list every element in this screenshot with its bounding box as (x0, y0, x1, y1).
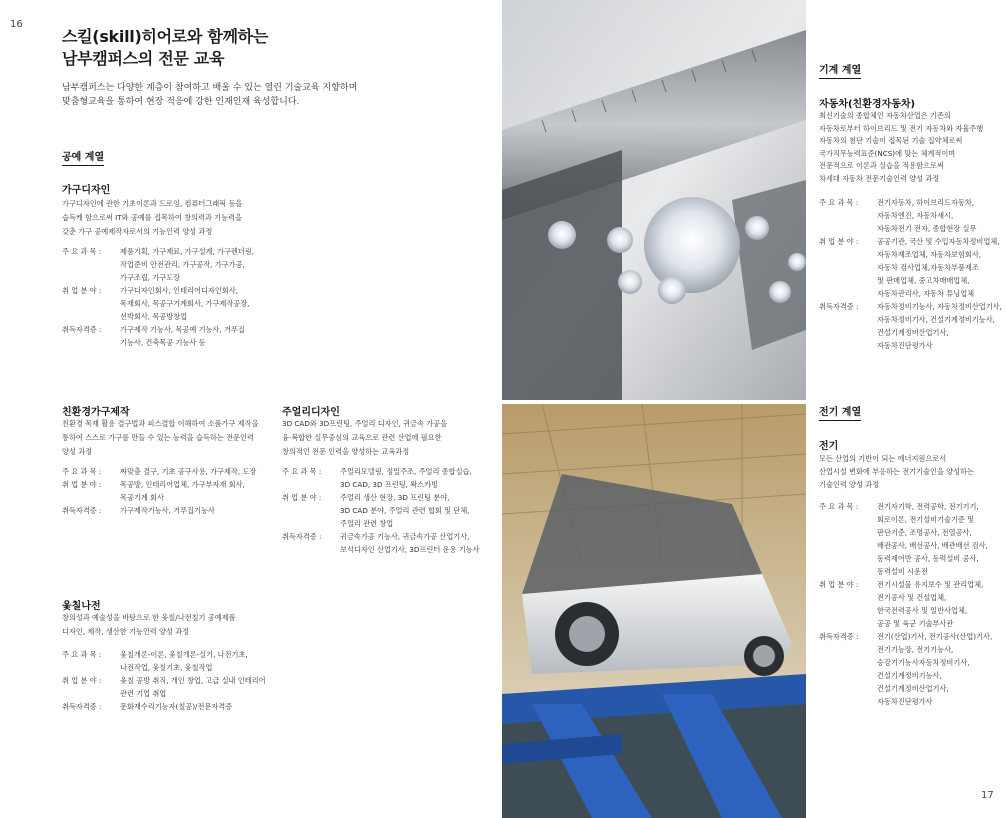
jobs-value: 한국전력공사 및 일반사업체, (877, 606, 968, 615)
calipers-diamonds-photo (502, 0, 806, 400)
subjects-label: 주 요 과 목 : (62, 467, 102, 476)
jobs-value: 목재회사, 목공구기계회사, 가구제작공장, (120, 299, 250, 308)
subjects-value: 동력제어반 공사, 동력설비 공사, (877, 554, 979, 563)
certs-value: 전기(산업)기사, 전기공사(산업)기사, (877, 632, 993, 641)
jobs-label: 취 업 분 야 : (819, 580, 859, 589)
jobs-label: 취 업 분 야 : (62, 480, 102, 489)
jobs-value: 주얼리 관련 창업 (340, 519, 394, 528)
subjects-value: 자동차전기 전자, 종합현장 실무 (877, 224, 977, 233)
car-repair-garage-photo (502, 404, 806, 818)
jobs-value: 전기시설물 유지보수 및 관리업체, (877, 580, 984, 589)
desc-line: 최신기술의 종합체인 자동차산업은 기존의 (819, 111, 951, 120)
jobs-value: 3D CAD 분야, 주얼리 관련 협회 및 단체, (340, 506, 470, 515)
desc-line: 자동차로부터 하이브리드 및 전기 자동차와 자율주행 (819, 123, 984, 133)
desc-line: 자동차의 첨단 기술이 접목된 기술 집약체로써 (819, 136, 963, 145)
jobs-value: 선박회사, 목공방창업 (120, 312, 188, 321)
certs-label: 취득자격증 : (282, 532, 322, 541)
certs-value: 귀금속가공 기능사, 귀금속가공 산업기사, (340, 532, 470, 541)
category-electric-heading: 전기 계열 (819, 403, 861, 421)
jobs-value: 목공기계 회사 (120, 493, 164, 502)
subjects-value: 자동차엔진, 자동차섀시, (877, 211, 954, 220)
desc-line: 습득케 함으로써 IT와 공예를 접목하여 창의력과 기능력을 (62, 213, 242, 222)
intro-line1: 남부캠퍼스는 다양한 계층이 참여하고 배울 수 있는 열린 기술교육 지향하며 (62, 83, 358, 93)
desc-line: 통하여 스스로 가구를 만들 수 있는 능력을 습득하는 전문인력 (62, 433, 254, 442)
eco-furniture-details (62, 465, 256, 517)
subjects-value: 짜맞춤 결구, 기초 공구사용, 가구제작, 도장 (120, 467, 257, 476)
lacquer-title: 옻칠나전 (62, 601, 101, 612)
certs-value: 자동차정비기사, 건설기계정비기능사, (877, 315, 995, 324)
certs-label: 취득자격증 : (62, 506, 102, 515)
jobs-label: 취 업 분 야 : (62, 286, 102, 295)
jewelry-design-title: 주얼리디자인 (282, 407, 340, 418)
certs-value: 보석디자인 산업기사, 3D프린터 운용 기능사 (340, 545, 480, 554)
subjects-value: 배관공사, 배선공사, 배관배선 검사, (877, 541, 988, 550)
subjects-value: 작업준비 안전관리, 가구공작, 가구가공, (120, 260, 245, 269)
subjects-value: 동력설비 시운전 (877, 567, 928, 576)
subjects-label: 주 요 과 목 : (819, 198, 859, 207)
desc-line: 친환경 목재 활용 결구법과 피스결합 이해하여 소품가구 제작을 (62, 419, 259, 428)
subjects-label: 주 요 과 목 : (282, 467, 322, 476)
certs-value: 자동차진단평가사 (877, 341, 933, 350)
page-number-right: 17 (981, 790, 994, 801)
eco-furniture-desc (62, 417, 259, 459)
electric-desc (819, 452, 974, 491)
subjects-value: 전기자기학, 전력공학, 전기기기, (877, 502, 979, 511)
subjects-value: 옻칠개론-이론, 옻칠개론-실기, 나전기초, (120, 650, 248, 659)
jobs-value: 옻칠 공방 취직, 개인 창업, 고급 실내 인테리어 (120, 676, 266, 685)
desc-line: 모든 산업의 기반이 되는 에너지원으로서 (819, 454, 947, 463)
jobs-value: 자동차제조업체, 자동차보험회사, (877, 250, 982, 259)
category-craft-heading: 공예 계열 (62, 148, 104, 166)
furniture-design-desc (62, 197, 242, 239)
electric-title: 전기 (819, 441, 839, 452)
certs-label: 취득자격증 : (819, 302, 859, 311)
subjects-label: 주 요 과 목 : (62, 650, 102, 659)
jewelry-design-details (282, 465, 480, 556)
certs-label: 취득자격증 : (62, 702, 102, 711)
furniture-design-details (62, 245, 254, 349)
certs-value: 기능사, 건축목공 기능사 등 (120, 338, 206, 347)
page-title-line1: 스킬(skill)히어로와 함께하는 (62, 27, 268, 46)
eco-furniture-title: 친환경가구제작 (62, 407, 130, 418)
desc-line: 산업시설 변화에 부응하는 전기기술인을 양성하는 (819, 467, 974, 476)
jobs-value: 가구디자인회사, 인테리어디자인회사, (120, 286, 238, 295)
jobs-value: 전기공사 및 건설업체, (877, 593, 947, 602)
jobs-value: 및 판매업체, 중고차매매업체, (877, 276, 970, 285)
auto-details (819, 196, 1002, 352)
subjects-value: 3D CAD, 3D 프린팅, 왁스카빙 (340, 480, 438, 489)
subjects-label: 주 요 과 목 : (819, 502, 859, 511)
desc-line: 가구디자인에 관한 기초이론과 드로잉, 컴퓨터그래픽 등을 (62, 199, 243, 208)
subjects-value: 제품기획, 가구제료, 가구설계, 가구렌더링, (120, 247, 255, 256)
certs-value: 전기기능장, 전기기능사, (877, 645, 954, 654)
jobs-value: 관련 기업 취업 (120, 689, 167, 698)
jobs-value: 공공기관, 국산 및 수입자동차정비업체, (877, 237, 1000, 246)
certs-value: 문화재수리기능자(칠공)/전문자격증 (120, 702, 233, 711)
certs-value: 자동차진단평가사 (877, 697, 933, 706)
desc-line: 국가직무능력표준(NCS)에 맞는 체계적이며 (819, 148, 956, 158)
certs-value: 가구제작기능사, 거푸집기능사 (120, 506, 215, 515)
jobs-label: 취 업 분 야 : (282, 493, 322, 502)
subjects-value: 판단기준, 조명공사, 전열공사, (877, 528, 972, 537)
page-title-line2: 남부캠퍼스의 전문 교육 (62, 49, 225, 68)
certs-value: 자동차정비기능사, 자동차정비산업기사, (877, 302, 1002, 311)
certs-label: 취득자격증 : (819, 632, 859, 641)
jewelry-design-desc (282, 417, 447, 459)
certs-value: 건설기계정비기능사, (877, 671, 942, 680)
jobs-value: 공공 및 육군 기술부사관 (877, 619, 954, 628)
jobs-label: 취 업 분 야 : (62, 676, 102, 685)
desc-line: 전문적으로 이론과 실습을 적용함으로써 (819, 161, 944, 170)
certs-value: 건설기계정비산업기사, (877, 684, 949, 693)
subjects-value: 주얼리모델링, 정밀주조, 주얼리 종합실습, (340, 467, 472, 476)
subjects-value: 나전작업, 옻칠기초, 옻칠작업 (120, 663, 213, 672)
desc-line: 창의적인 전문 인력을 양성하는 교육과정 (282, 447, 410, 456)
desc-line: 3D CAD와 3D프린팅, 주얼리 디자인, 귀금속 가공을 (282, 419, 448, 428)
subjects-value: 전기자동차, 하이브리드자동차, (877, 198, 975, 207)
subjects-value: 회로이론, 전기설비기술기준 및 (877, 515, 975, 524)
desc-line: 차세대 자동차 전문기술인력 양성 과정 (819, 173, 940, 183)
jobs-value: 자동차관리사, 자동차 튜닝업체 (877, 289, 975, 298)
auto-title: 자동차(친환경자동차) (819, 99, 916, 110)
intro-line2: 맞춤형교육을 통하여 현장 적응에 강한 인재인재 육성합니다. (62, 97, 300, 107)
jobs-value: 목공방, 인테리어업체, 가구부자재 회사, (120, 480, 245, 489)
page-number-left: 16 (10, 19, 23, 30)
subjects-label: 주 요 과 목 : (62, 247, 102, 256)
desc-line: 양성 과정 (62, 447, 93, 456)
desc-line: 기술인력 양성 과정 (819, 480, 880, 489)
desc-line: 창의성과 예술성을 바탕으로 한 옻칠/나전칠기 공예제품 (62, 613, 236, 622)
furniture-design-title: 가구디자인 (62, 185, 111, 196)
jobs-value: 자동차 검사업체,자동차부품제조 (877, 263, 979, 272)
desc-line: 융·복합한 실무중심의 교육으로 관련 산업에 필요한 (282, 433, 442, 442)
auto-desc (819, 110, 983, 185)
certs-value: 건설기계정비산업기사, (877, 328, 949, 337)
subjects-value: 가구조립, 가구도장 (120, 273, 181, 282)
electric-details (819, 500, 992, 708)
certs-label: 취득자격증 : (62, 325, 102, 334)
jobs-value: 주얼리 생산 현장, 3D 프린팅 분야, (340, 493, 450, 502)
certs-value: 승강기기능사자동차정비기사, (877, 658, 970, 667)
desc-line: 디자인, 제작, 생산한 기능인력 양성 과정 (62, 627, 190, 636)
lacquer-desc (62, 611, 236, 639)
desc-line: 갖춘 가구 공예제작자로서의 기능인력 양성 과정 (62, 227, 213, 236)
category-machine-heading: 기계 계열 (819, 61, 861, 79)
certs-value: 가구제작 기능사, 목공예 기능사, 거푸집 (120, 325, 245, 334)
lacquer-details (62, 648, 266, 713)
jobs-label: 취 업 분 야 : (819, 237, 859, 246)
